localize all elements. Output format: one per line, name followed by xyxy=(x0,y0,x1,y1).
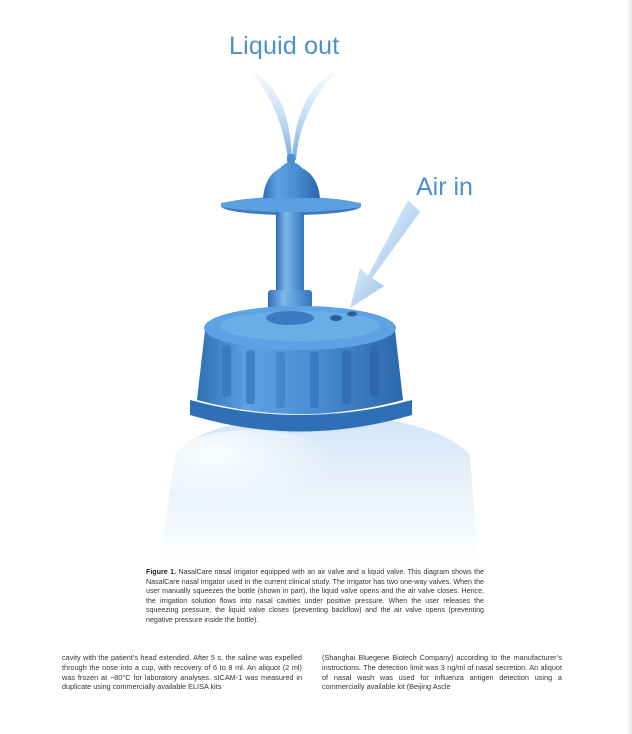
figure-caption-text: NasalCare nasal irrigator equipped with an air valve and a liquid valve. This diagram shows the NasalCare nasal irrigator used in the current clinical study. The irrigator has two one-way valves. When the user manually squeezes the bottle (shown in part), the liquid valve opens and the air valve closes. Hence, the irrigation solution flows into nasal cavities under positive pressure. When the user releases the squeezing pressure, the liquid valve closes (preventing backflow) and the air valve opens (preventing negative pressure inside the bottle). xyxy=(146,568,484,624)
figure-caption xyxy=(146,568,484,626)
label-air-in: Air in xyxy=(416,173,473,201)
label-liquid-out: Liquid out xyxy=(229,32,340,60)
liquid-spray xyxy=(252,72,336,160)
liquid-valve xyxy=(221,154,361,215)
bottle-cap xyxy=(190,306,412,432)
bottle-body xyxy=(160,412,478,560)
figure-caption-label: Figure 1. xyxy=(146,568,177,576)
air-in-arrow xyxy=(350,200,420,308)
valve-stem xyxy=(268,212,312,314)
body-text-left-column: cavity with the patient’s head extended. After 5 s, the saline was expelled through the nose into a cup, with recovery of 6 to 8 ml. An aliquot (2 ml) was frozen at −80°C for laboratory analyses. sICAM-1 was measured in duplicate using commercially available ELISA kits xyxy=(62,653,302,692)
body-text-right-column: (Shanghai Bluegene Biotech Company) according to the manufacturer’s instructions. The detection limit was 3 ng/ml of nasal secretion. An aliquot of nasal wash was used for influenza antigen detection using a commercially available kit (Beijing Ascle xyxy=(322,653,562,692)
